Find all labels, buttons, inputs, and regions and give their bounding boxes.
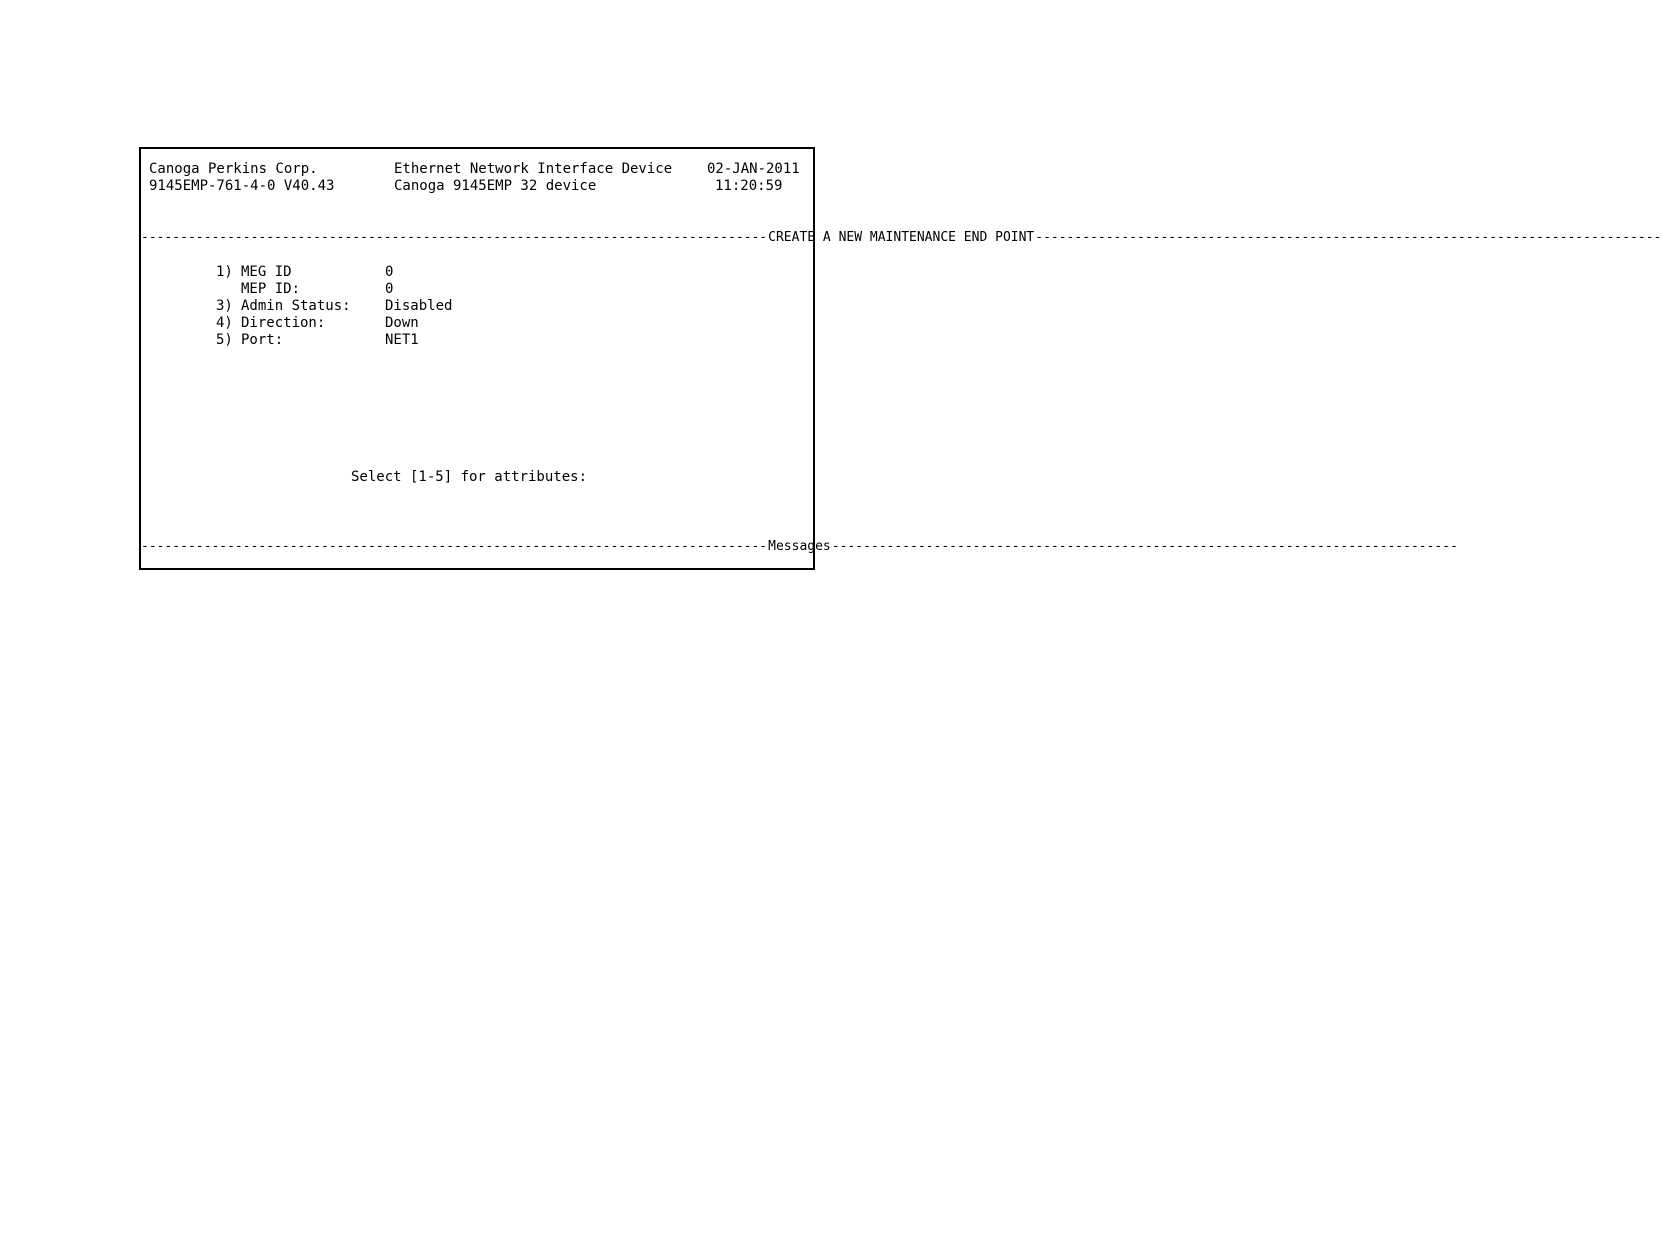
messages-rule xyxy=(141,504,1458,589)
rule-dashes-left: -------------------------------------------------------------------------------- xyxy=(141,230,768,245)
menu-value: NET1 xyxy=(385,332,419,348)
messages-title: Messages xyxy=(768,539,831,554)
menu-key: 4) xyxy=(216,315,233,331)
menu-label: Admin Status: xyxy=(241,298,351,314)
menu-label: Port: xyxy=(241,332,284,348)
menu-label: MEG ID xyxy=(241,264,292,280)
company-name: Canoga Perkins Corp. xyxy=(149,161,318,177)
menu-key: 5) xyxy=(216,332,233,348)
menu-key: 3) xyxy=(216,298,233,314)
device-title: Ethernet Network Interface Device xyxy=(394,161,673,177)
system-time: 11:20:59 xyxy=(715,178,783,194)
menu-value: Down xyxy=(385,315,419,331)
rule-dashes-right: -------------------------------------------------------------------------------- xyxy=(831,539,1458,554)
menu-label: MEP ID: xyxy=(241,281,301,297)
menu-value: Disabled xyxy=(385,298,453,314)
device-subtitle: Canoga 9145EMP 32 device xyxy=(394,178,597,194)
menu-label: Direction: xyxy=(241,315,326,331)
rule-dashes-left: -------------------------------------------------------------------------------- xyxy=(141,539,768,554)
selection-prompt[interactable]: Select [1-5] for attributes: xyxy=(351,469,588,485)
product-version: 9145EMP-761-4-0 V40.43 xyxy=(149,178,335,194)
menu-value: 0 xyxy=(385,264,394,280)
rule-dashes-right: -------------------------------------------------------------------------------- xyxy=(1035,230,1661,245)
menu-key: 1) xyxy=(216,264,233,280)
terminal-window xyxy=(139,147,1661,570)
system-date: 02-JAN-2011 xyxy=(707,161,800,177)
menu-value: 0 xyxy=(385,281,394,297)
screen-title: CREATE A NEW MAINTENANCE END POINT xyxy=(768,230,1035,245)
